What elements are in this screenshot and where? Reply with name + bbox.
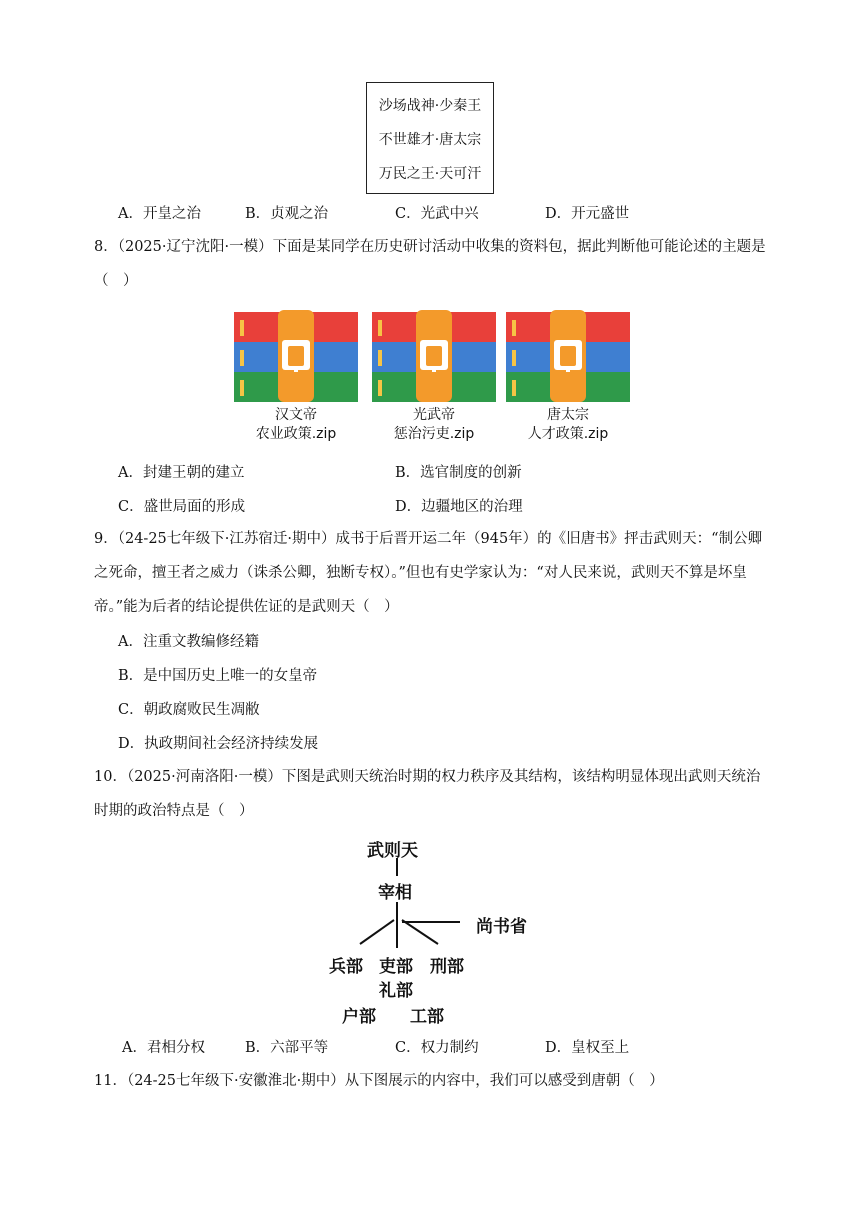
node-bingbu: 兵部 (329, 957, 363, 977)
zip-package-2 (372, 310, 496, 444)
power-structure-diagram (320, 830, 550, 1030)
q10-option-b[interactable]: B．六部平等 (245, 1040, 329, 1056)
q10-stem: 10．（2025·河南洛阳·一模）下图是武则天统治时期的权力秩序及其结构，该结构明显体现出武则天统治时期的政治特点是（ ） (94, 769, 761, 819)
node-shangshu: 尚书省 (476, 917, 527, 937)
q10-option-a[interactable]: A．君相分权 (122, 1040, 205, 1056)
zip-label-2-file: 惩治污吏.zip (393, 426, 475, 442)
q7-option-a[interactable]: A．开皇之治 (118, 206, 201, 222)
node-libu-rites: 礼部 (379, 981, 413, 1001)
zip-label-2-title: 光武帝 (413, 407, 455, 423)
q7-option-b[interactable]: B．贞观之治 (245, 206, 329, 222)
zip-archive-icon (506, 310, 630, 402)
quote-line-3: 万民之王·天可汗 (378, 166, 482, 182)
node-xingbu: 刑部 (430, 957, 464, 977)
q8-option-b[interactable]: B．选官制度的创新 (395, 465, 522, 481)
q9-option-b[interactable]: B．是中国历史上唯一的女皇帝 (118, 668, 318, 684)
q8-option-d[interactable]: D．边疆地区的治理 (395, 499, 523, 515)
q10-option-d[interactable]: D．皇权至上 (545, 1040, 630, 1056)
zip-archive-icon (372, 310, 496, 402)
q11-stem: 11．（24-25七年级下·安徽淮北·期中）从下图展示的内容中，我们可以感受到唐朝（ ） (94, 1073, 664, 1089)
quote-line-1: 沙场战神·少秦王 (378, 98, 482, 114)
node-libu-official: 吏部 (379, 957, 413, 977)
q9-option-c[interactable]: C．朝政腐败民生凋敝 (118, 702, 260, 718)
q8-option-a[interactable]: A．封建王朝的建立 (118, 465, 245, 481)
zip-label-1-title: 汉文帝 (275, 407, 317, 423)
zip-package-1 (234, 310, 358, 444)
q7-option-c[interactable]: C．光武中兴 (395, 206, 479, 222)
zip-label-1-file: 农业政策.zip (255, 426, 337, 442)
q9-option-d[interactable]: D．执政期间社会经济持续发展 (118, 736, 319, 752)
q8-stem: 8．（2025·辽宁沈阳·一模）下面是某同学在历史研讨活动中收集的资料包，据此判断他可能论述的主题是（ ） (94, 239, 766, 289)
zip-package-3 (506, 310, 630, 444)
q7-option-d[interactable]: D．开元盛世 (545, 206, 630, 222)
quote-line-2: 不世雄才·唐太宗 (378, 132, 482, 148)
zip-label-3-file: 人才政策.zip (527, 426, 609, 442)
quote-box (366, 82, 494, 194)
node-hubu: 户部 (342, 1007, 376, 1027)
q8-option-c[interactable]: C．盛世局面的形成 (118, 499, 246, 515)
node-emperor: 武则天 (367, 841, 418, 861)
node-gongbu: 工部 (410, 1007, 444, 1027)
q9-stem: 9．（24-25七年级下·江苏宿迁·期中）成书于后晋开运二年（945年）的《旧唐书》抨击武则天：“制公卿之死命，擅王者之威力（诛杀公卿，独断专权）。”但也有史学家认为：“对人民来说，武则天不算是坏皇帝。”能为后者的结论提供佐证的是武则天（ ） (94, 531, 763, 615)
zip-label-3-title: 唐太宗 (547, 407, 589, 423)
q10-option-c[interactable]: C．权力制约 (395, 1040, 479, 1056)
node-chancellor: 宰相 (378, 883, 412, 903)
q9-option-a[interactable]: A．注重文教编修经籍 (118, 634, 259, 650)
zip-archive-icon (234, 310, 358, 402)
